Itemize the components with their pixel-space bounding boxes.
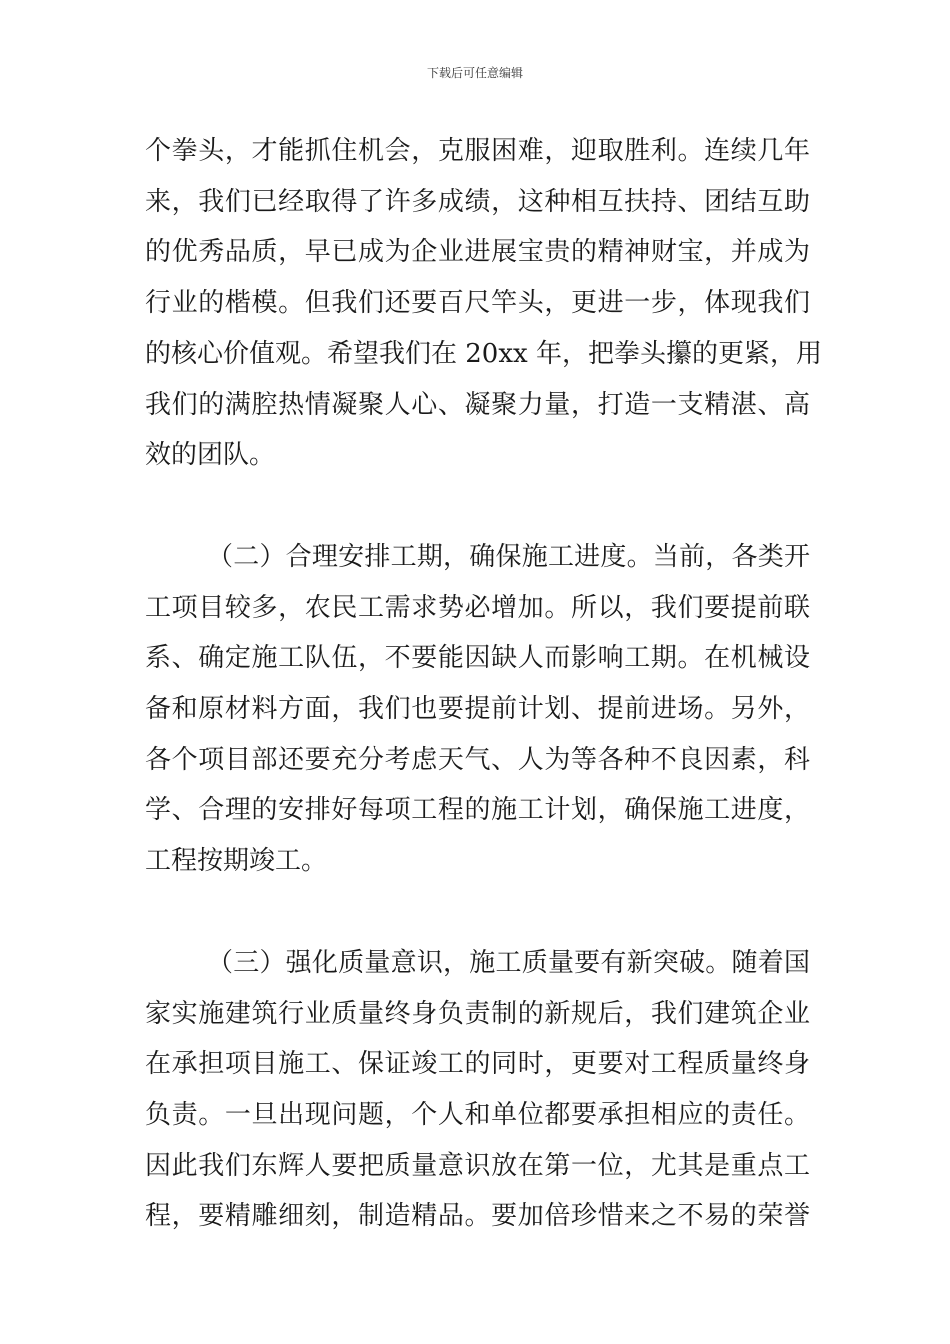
text-line: 学、合理的安排好每项工程的施工计划，确保施工进度， [145, 795, 810, 826]
text-line: 个拳头，才能抓住机会，克服困难，迎取胜利。连续几年 [145, 136, 810, 166]
text-line: 系、确定施工队伍，不要能因缺人而影响工期。在机械设 [145, 643, 810, 674]
paragraph-2 [145, 532, 810, 887]
text-line: 备和原材料方面，我们也要提前计划、提前进场。另外， [145, 694, 810, 725]
paragraph-1 [145, 126, 822, 481]
text-line: 我们的满腔热情凝聚人心、凝聚力量，打造一支精湛、高 [145, 389, 810, 420]
paragraph-spacer [145, 887, 810, 938]
text-line: 来，我们已经取得了许多成绩，这种相互扶持、团结互助 [145, 186, 810, 217]
paragraph-spacer [145, 481, 810, 532]
text-line: 效的团队。 [145, 440, 276, 471]
text-line: 工项目较多，农民工需求势必增加。所以，我们要提前联 [145, 592, 810, 623]
page-header: 下载后可任意编辑 [426, 66, 523, 80]
text-line: 家实施建筑行业质量终身负责制的新规后，我们建筑企业 [145, 998, 810, 1029]
paragraph-3 [145, 938, 810, 1242]
text-line: 工程按期竣工。 [145, 846, 328, 877]
text-line: 在承担项目施工、保证竣工的同时，更要对工程质量终身 [145, 1049, 810, 1080]
document-body [145, 126, 822, 1242]
text-line: 各个项目部还要充分考虑天气、人为等各种不良因素，科 [145, 744, 810, 775]
text-line: （三）强化质量意识，施工质量要有新突破。随着国 [207, 947, 810, 978]
text-line: （二）合理安排工期，确保施工进度。当前，各类开 [207, 541, 810, 572]
text-line: 负责。一旦出现问题，个人和单位都要承担相应的责任。 [145, 1099, 810, 1130]
text-line: 程，要精雕细刻，制造精品。要加倍珍惜来之不易的荣誉 [145, 1201, 810, 1232]
text-line: 的核心价值观。希望我们在 20xx 年，把拳头攥的更紧，用 [145, 338, 822, 369]
text-line: 行业的楷模。但我们还要百尺竿头，更进一步，体现我们 [145, 288, 810, 319]
text-line: 的优秀品质，早已成为企业进展宝贵的精神财宝，并成为 [145, 237, 810, 268]
text-line: 因此我们东辉人要把质量意识放在第一位，尤其是重点工 [145, 1150, 810, 1181]
